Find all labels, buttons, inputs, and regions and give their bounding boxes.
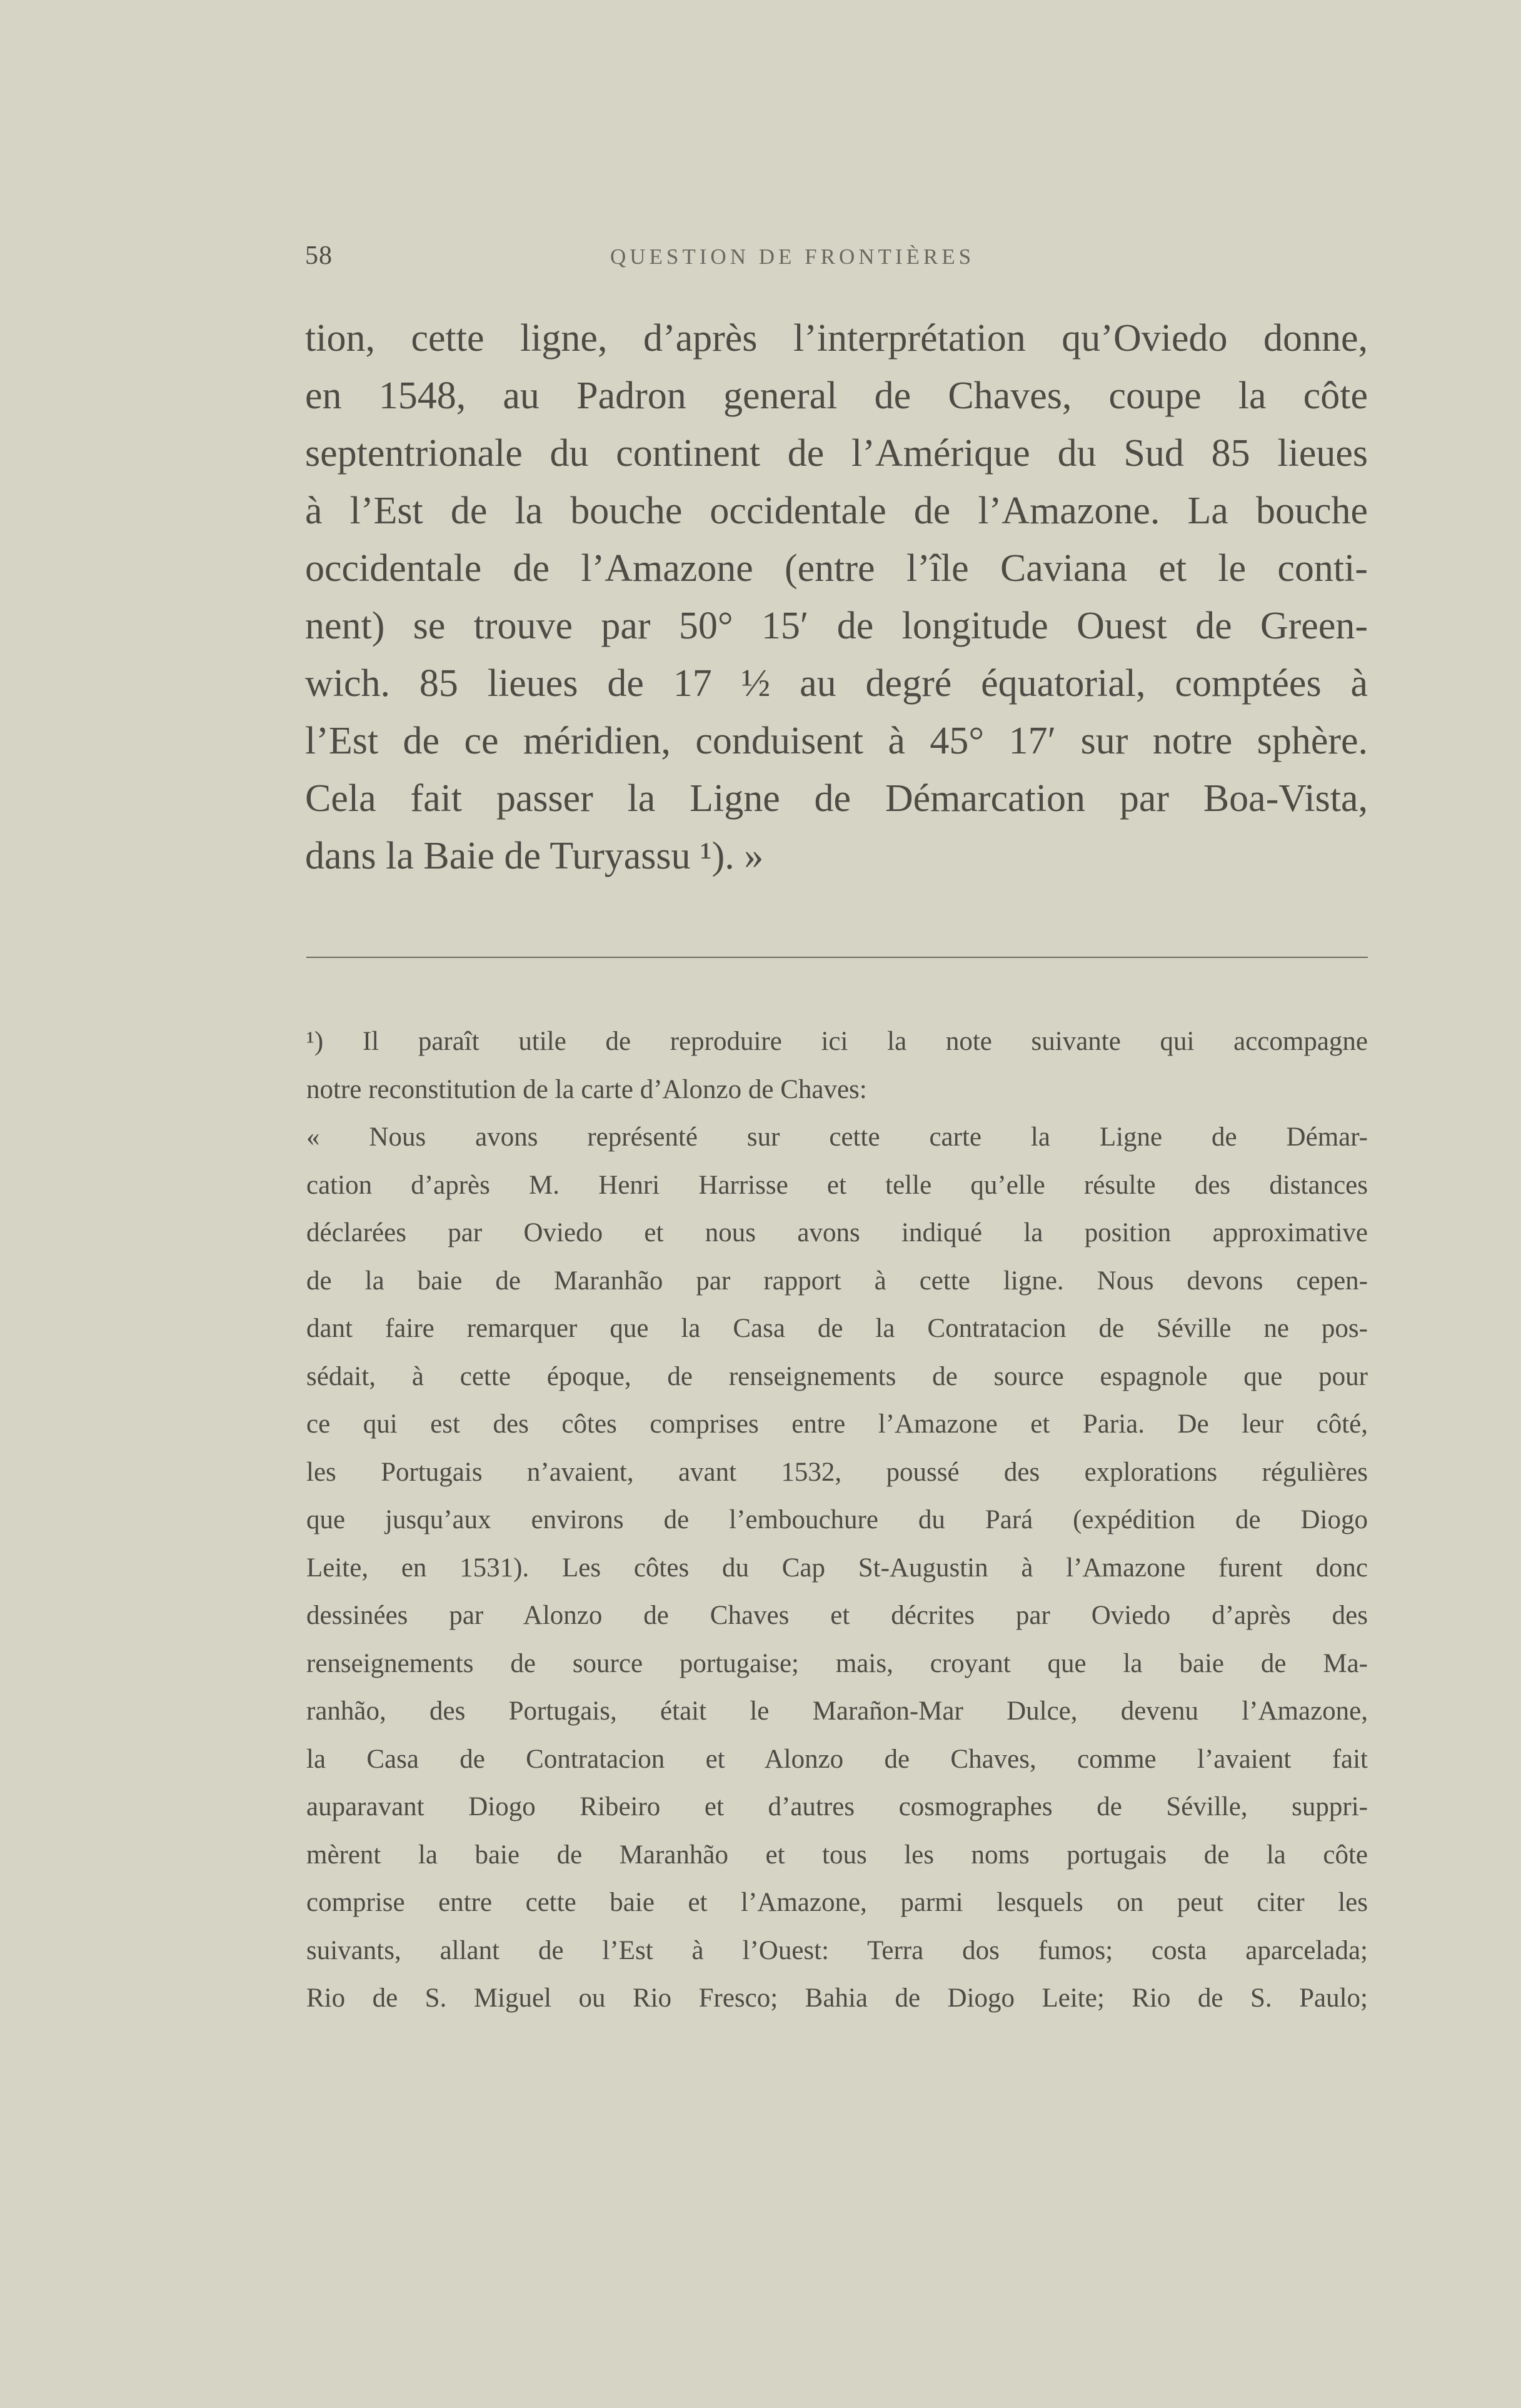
text-line: en 1548, au Padron general de Chaves, coupe la côte [305, 375, 1368, 417]
page-number: 58 [305, 241, 333, 270]
footnote-line: « Nous avons représenté sur cette carte la Ligne de Démar- [306, 1122, 1368, 1152]
footnote-line: de la baie de Maranhão par rapport à cette ligne. Nous devons cepen- [306, 1266, 1368, 1296]
text-line: nent) se trouve par 50° 15′ de longitude Ouest de Green- [305, 605, 1368, 647]
text-line: dans la Baie de Turyassu ¹). » [305, 835, 764, 877]
text-line: tion, cette ligne, d’après l’interprétation qu’Oviedo donne, [305, 317, 1368, 360]
footnote-line: ¹) Il paraît utile de reproduire ici la note suivante qui accompagne [306, 1027, 1368, 1056]
footnote-line: la Casa de Contratacion et Alonzo de Chaves, comme l’avaient fait [306, 1744, 1368, 1774]
footnote-line: cation d’après M. Henri Harrisse et telle qu’elle résulte des distances [306, 1170, 1368, 1200]
text-line: occidentale de l’Amazone (entre l’île Caviana et le conti- [305, 547, 1368, 590]
footnote-line: sédait, à cette époque, de renseignements de source espagnole que pour [306, 1361, 1368, 1391]
page-header [305, 241, 1368, 278]
footnote-line: Rio de S. Miguel ou Rio Fresco; Bahia de Diogo Leite; Rio de S. Paulo; [306, 1983, 1368, 2013]
footnote-line: les Portugais n’avaient, avant 1532, poussé des explorations régulières [306, 1457, 1368, 1487]
footnote-line: notre reconstitution de la carte d’Alonzo de Chaves: [306, 1074, 867, 1104]
footnote-line: Leite, en 1531). Les côtes du Cap St-Augustin à l’Amazone furent donc [306, 1553, 1368, 1583]
text-line: l’Est de ce méridien, conduisent à 45° 17′ sur notre sphère. [305, 720, 1368, 762]
footnote-line: auparavant Diogo Ribeiro et d’autres cosmographes de Séville, suppri- [306, 1792, 1368, 1821]
footnote-line: dant faire remarquer que la Casa de la Contratacion de Séville ne pos- [306, 1314, 1368, 1343]
text-line: septentrionale du continent de l’Amérique du Sud 85 lieues [305, 432, 1368, 475]
footnote-line: suivants, allant de l’Est à l’Ouest: Terra dos fumos; costa aparcelada; [306, 1935, 1368, 1965]
footnote-line: que jusqu’aux environs de l’embouchure du Pará (expédition de Diogo [306, 1505, 1368, 1534]
footnote-line: dessinées par Alonzo de Chaves et décrites par Oviedo d’après des [306, 1601, 1368, 1630]
footnote [306, 1018, 1368, 2023]
footnote-line: renseignements de source portugaise; mais, croyant que la baie de Ma- [306, 1648, 1368, 1678]
footnote-line: comprise entre cette baie et l’Amazone, parmi lesquels on peut citer les [306, 1888, 1368, 1917]
text-line: Cela fait passer la Ligne de Démarcation par Boa-Vista, [305, 777, 1368, 820]
footnote-line: ce qui est des côtes comprises entre l’Amazone et Paria. De leur côté, [306, 1409, 1368, 1439]
footnote-separator [306, 957, 1368, 958]
running-title: QUESTION DE FRONTIÈRES [610, 244, 975, 269]
footnote-line: mèrent la baie de Maranhão et tous les noms portugais de la côte [306, 1840, 1368, 1870]
footnote-line: ranhão, des Portugais, était le Marañon-Mar Dulce, devenu l’Amazone, [306, 1696, 1368, 1726]
footnote-line: déclarées par Oviedo et nous avons indiqué la position approximative [306, 1218, 1368, 1247]
main-text [305, 310, 1368, 885]
text-line: à l’Est de la bouche occidentale de l’Amazone. La bouche [305, 490, 1368, 532]
text-line: wich. 85 lieues de 17 ½ au degré équatorial, comptées à [305, 662, 1368, 705]
